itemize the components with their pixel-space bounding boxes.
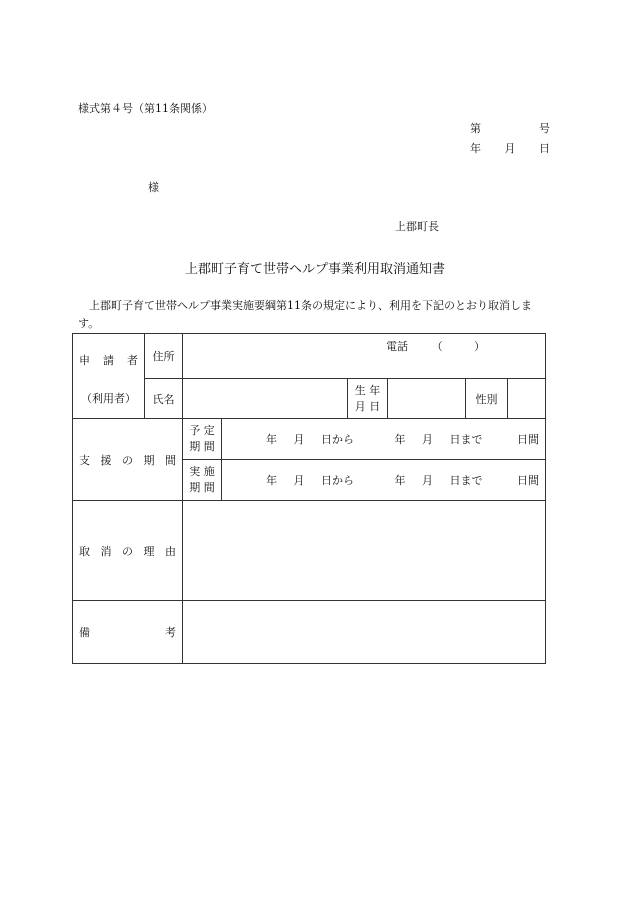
doc-number-prefix: 第 bbox=[470, 122, 481, 135]
actual-period-field[interactable] bbox=[222, 460, 546, 501]
applicant-label-cell bbox=[73, 334, 145, 419]
address-label: 住所 bbox=[145, 334, 183, 379]
sex-label: 性別 bbox=[466, 379, 508, 419]
actual-period-label: 実 施 期 間 bbox=[183, 460, 222, 501]
notice-form-table bbox=[72, 333, 546, 664]
sender: 上郡町長 bbox=[395, 220, 439, 233]
user-label: （利用者） bbox=[81, 392, 136, 405]
name-label: 氏名 bbox=[145, 379, 183, 419]
document-number bbox=[470, 120, 550, 136]
name-field[interactable] bbox=[183, 379, 348, 419]
sex-field[interactable] bbox=[508, 379, 546, 419]
document-date bbox=[470, 140, 550, 156]
reason-label: 取 消 の 理 由 bbox=[79, 544, 176, 558]
birth-field[interactable] bbox=[388, 379, 466, 419]
reason-field[interactable] bbox=[183, 501, 546, 601]
form-id: 様式第４号（第11条関係） bbox=[78, 102, 213, 115]
addressee-suffix: 様 bbox=[148, 181, 159, 194]
applicant-label: 申 請 者 bbox=[79, 354, 138, 367]
reason-label-cell bbox=[73, 501, 183, 601]
remarks-label-cell bbox=[73, 601, 183, 664]
phone-line: 電話 （ ） bbox=[386, 340, 486, 353]
date-year: 年 bbox=[470, 142, 481, 155]
planned-period-line: 年 月 日から 年 月 日まで 日間 bbox=[266, 433, 539, 446]
remarks-label: 備 考 bbox=[79, 626, 176, 639]
body-text: 上郡町子育て世帯ヘルプ事業実施要綱第11条の規定により、利用を下記のとおり取消します。 bbox=[78, 299, 532, 330]
document-title: 上郡町子育て世帯ヘルプ事業利用取消通知書 bbox=[184, 262, 445, 277]
planned-period-field[interactable] bbox=[222, 419, 546, 460]
support-period-label-cell bbox=[73, 419, 183, 501]
support-period-label: 支 援 の 期 間 bbox=[79, 453, 176, 467]
address-field[interactable] bbox=[183, 334, 546, 379]
doc-number-suffix: 号 bbox=[539, 122, 550, 135]
remarks-field[interactable] bbox=[183, 601, 546, 664]
date-day: 日 bbox=[539, 142, 550, 155]
date-month: 月 bbox=[504, 142, 516, 155]
birth-label: 生 年 月 日 bbox=[348, 379, 388, 419]
actual-period-line: 年 月 日から 年 月 日まで 日間 bbox=[266, 474, 539, 487]
planned-period-label: 予 定 期 間 bbox=[183, 419, 222, 460]
phone-label: 電話 bbox=[386, 340, 409, 353]
